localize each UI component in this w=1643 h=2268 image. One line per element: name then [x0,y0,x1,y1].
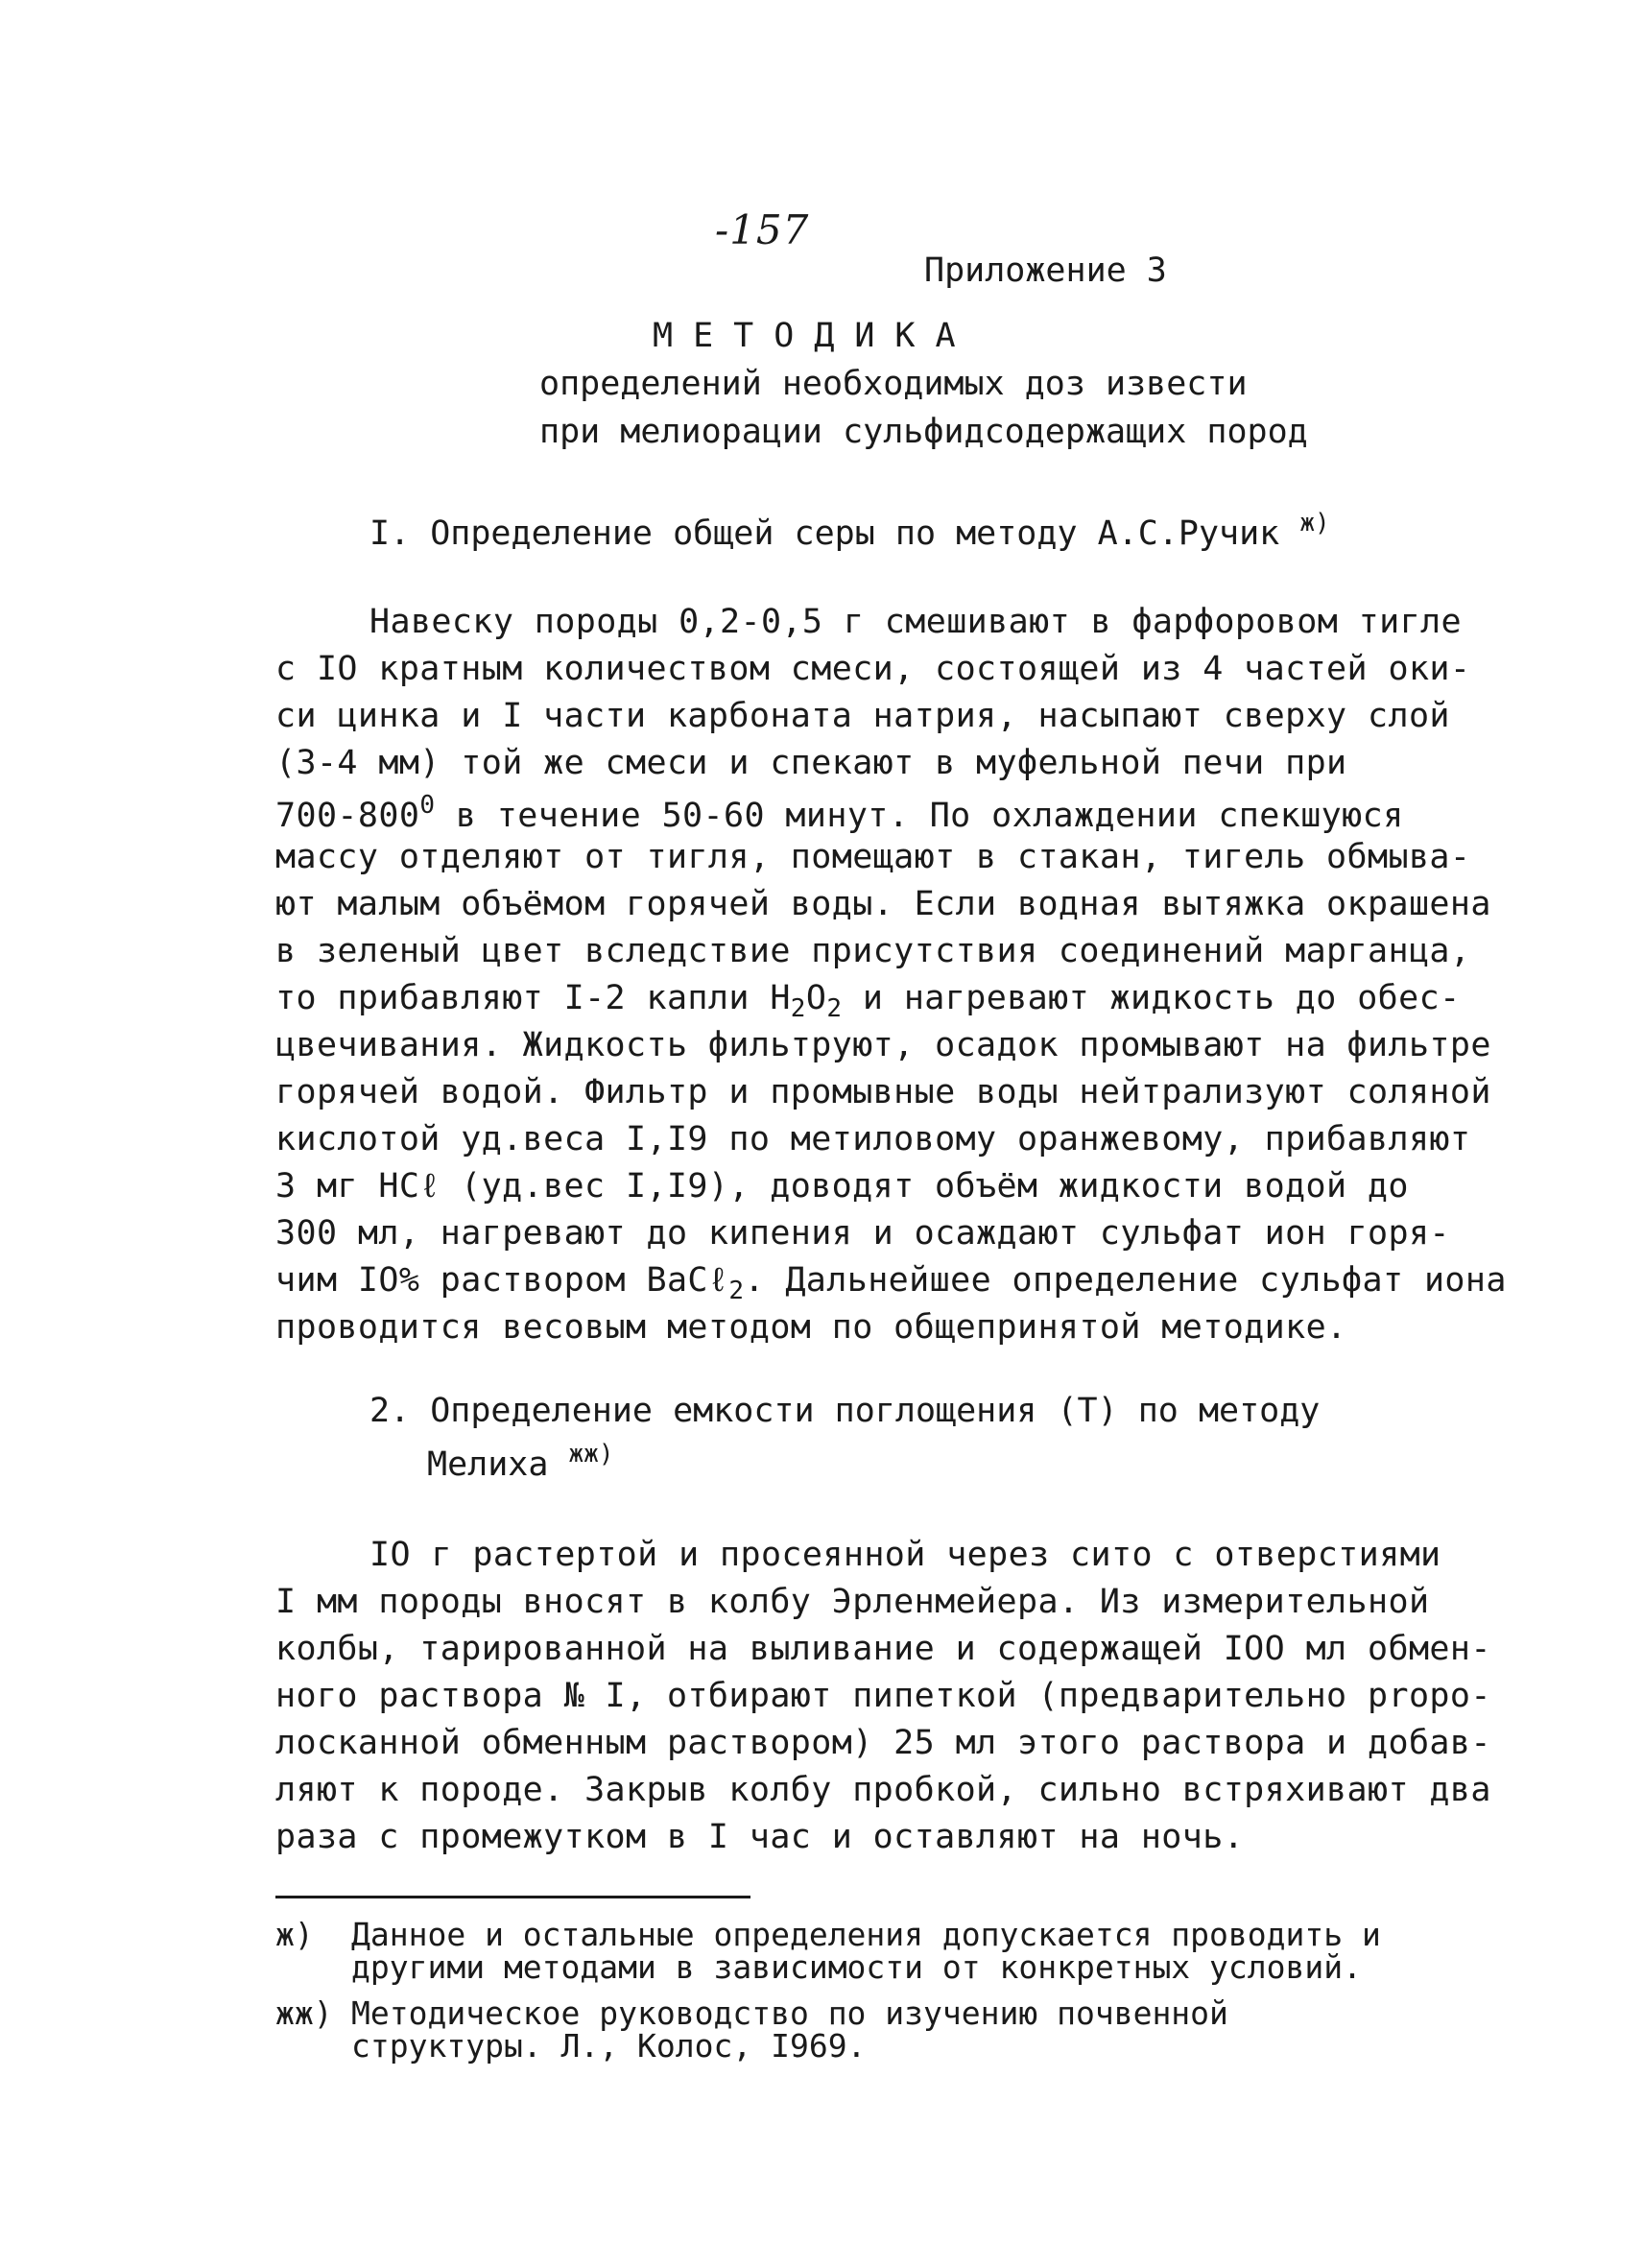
paragraph-line: с IO кратным количеством смеси, состоящей из 4 частей оки- [275,650,1471,688]
paragraph-line: массу отделяют от тигля, помещают в стакан, тигель обмыва- [275,838,1471,876]
subscript: 2 [826,994,843,1023]
paragraph-line: кислотой уд.веса I,I9 по метиловому оранжевому, прибавляют [275,1120,1471,1158]
footnote-marker: жж) [275,1994,333,2032]
document-title: МЕТОДИКА [653,317,976,355]
h2o2-prefix: то прибавляют I-2 капли Н [275,979,791,1017]
temperature-value: 700-800 [275,797,420,835]
section-1-heading-text: I. Определение общей серы по методу А.С.Ручик [369,514,1280,553]
paragraph-line: си цинка и I части карбоната натрия, насыпают сверху слой [275,697,1450,735]
paragraph-line: I мм породы вносят в колбу Эрленмейера. Из измерительной [275,1583,1430,1621]
paragraph-line: лосканной обменным раствором) 25 мл этого раствора и добав- [275,1724,1491,1762]
paragraph-line: ляют к породе. Закрыв колбу пробкой, сильно встряхивают два [275,1771,1491,1809]
paragraph-line: IO г растертой и просеянной через сито с отверстиями [369,1536,1441,1574]
paragraph-line [275,1261,1507,1305]
paragraph-line [275,979,1461,1023]
footnote-marker: ж) [275,1916,314,1953]
paragraph-line: 300 мл, нагревают до кипения и осаждают сульфат ион горя- [275,1214,1450,1253]
section-2-heading-text: Мелиха [427,1445,549,1484]
footnote-ref: жж) [568,1440,614,1468]
document-subtitle-line: при мелиорации сульфидсодержащих пород [539,413,1308,451]
chem-symbol: О [805,979,827,1017]
paragraph-line: (3-4 мм) той же смеси и спекают в муфельной печи при [275,744,1347,782]
footnote-ref: ж) [1299,509,1330,537]
paragraph-line: проводится весовым методом по общепринятой методике. [275,1308,1347,1347]
paragraph-line: Навеску породы 0,2-0,5 г смешивают в фарфоровом тигле [369,603,1463,641]
footnote-text: структуры. Л., Колос, I969. [351,2027,867,2065]
degree-mark: 0 [419,791,436,820]
paragraph-line: в зеленый цвет вследствие присутствия соединений марганца, [275,932,1471,970]
paragraph-line: 3 мг НСℓ (уд.вес I,I9), доводят объём жидкости водой до [275,1167,1409,1206]
appendix-label: Приложение 3 [924,251,1167,290]
paragraph-line: ют малым объёмом горячей воды. Если водная вытяжка окрашена [275,885,1491,923]
paragraph-line-text: . Дальнейшее определение сульфат иона [744,1261,1507,1300]
footnote-divider [275,1896,750,1898]
paragraph-line: ного раствора № I, отбирают пипеткой (предварительно propo- [275,1677,1491,1715]
paragraph-line: цвечивания. Жидкость фильтруют, осадок промывают на фильтре [275,1026,1491,1064]
section-2-heading-cont [427,1440,613,1484]
paragraph-line-text: в течение 50-60 минут. По охлаждении спекшуюся [455,797,1404,835]
paragraph-line-text: чим IO% раствором ВаСℓ [275,1261,729,1300]
section-1-heading [369,509,1330,553]
paragraph-line-text: и нагревают жидкость до обес- [862,979,1461,1017]
paragraph-line: горячей водой. Фильтр и промывные воды нейтрализуют соляной [275,1073,1491,1111]
section-2-heading: 2. Определение емкости поглощения (Т) по методу [369,1392,1321,1430]
paragraph-line: раза с промежутком в I час и оставляют на ночь. [275,1818,1245,1856]
paragraph-line [275,791,1404,835]
subscript: 2 [790,994,806,1023]
page-number: -157 [715,206,810,253]
document-subtitle-line: определений необходимых доз извести [539,365,1248,403]
footnote-text: другими методами в зависимости от конкретных условий. [351,1948,1362,1986]
footnote-text: Данное и остальные определения допускается проводить и [351,1916,1381,1953]
footnote-text: Методическое руководство по изучению почвенной [351,1994,1228,2032]
paragraph-line: колбы, тарированной на выливание и содержащей IOO мл обмен- [275,1630,1491,1668]
subscript: 2 [728,1277,745,1305]
